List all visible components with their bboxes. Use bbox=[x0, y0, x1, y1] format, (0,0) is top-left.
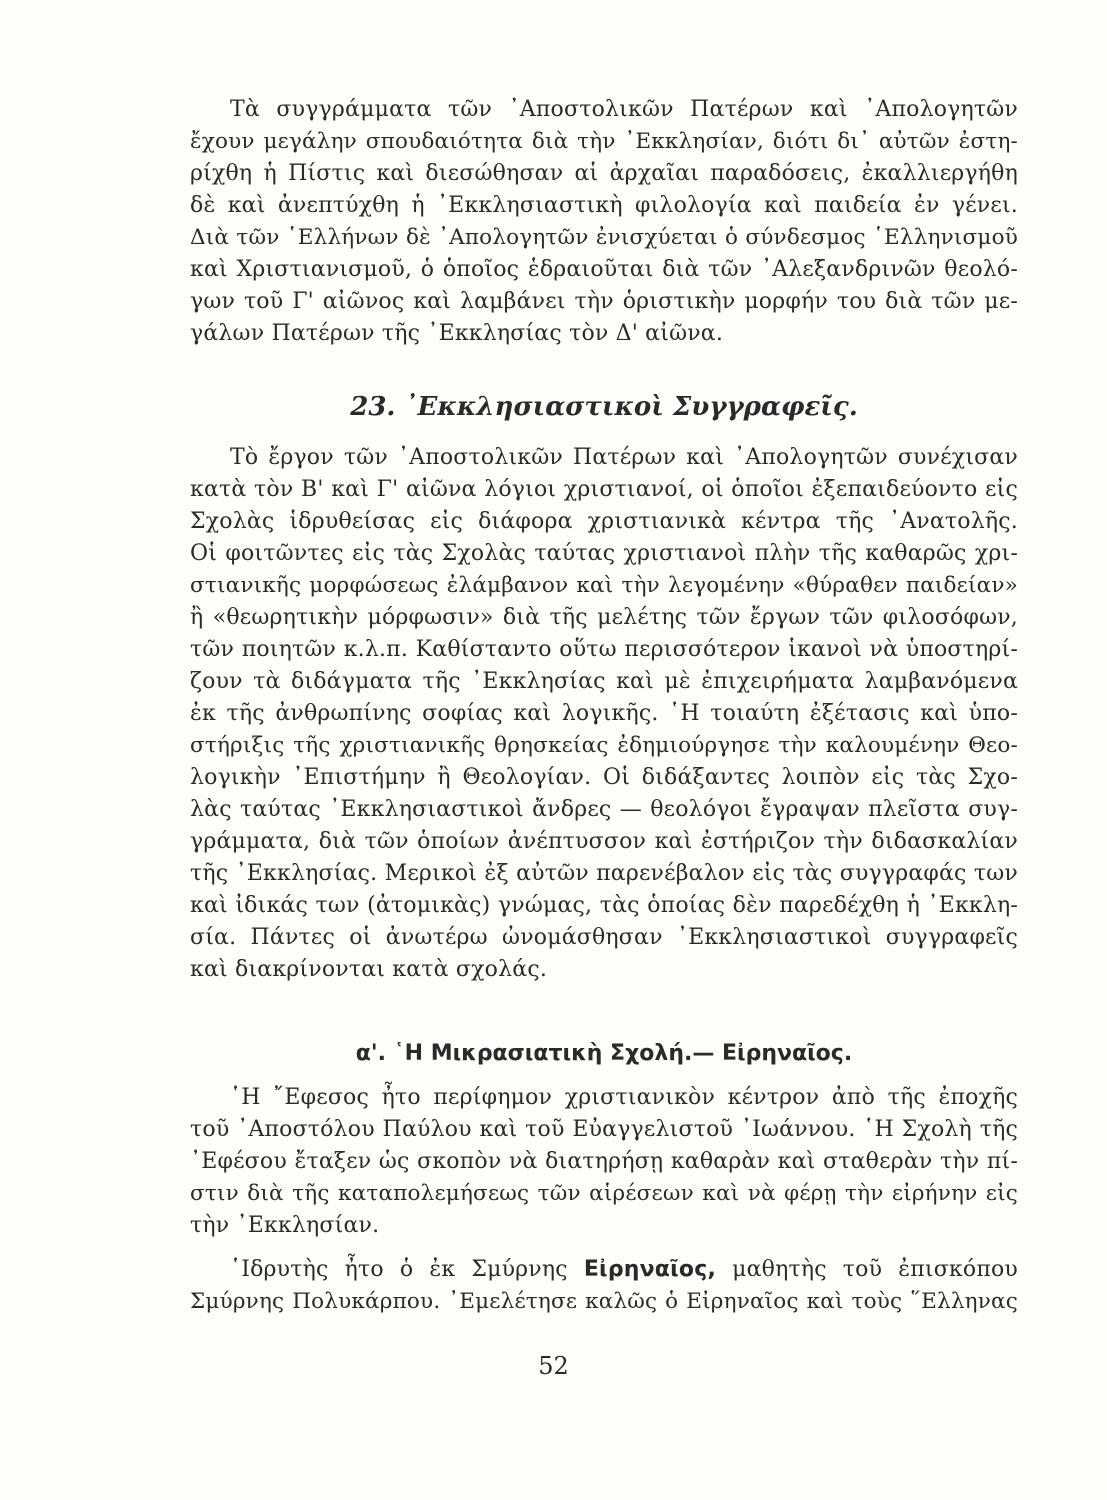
subsection-heading-asia-minor-school: α'. ῾Η Μικρασιατικὴ Σχολή.— Εἰρηναῖος. bbox=[355, 1041, 853, 1066]
text-line: ἢ «θεωρητικὴν μόρφωσιν» διὰ τῆς μελέτης τῶν ἔργων τῶν φιλοσόφων, bbox=[190, 605, 1018, 630]
text-line: Τὸ ἔργον τῶν ᾿Αποστολικῶν Πατέρων καὶ ᾿Απολογητῶν συνέχισαν bbox=[230, 445, 1018, 470]
text-line: ρίχθη ἡ Πίστις καὶ διεσώθησαν αἱ ἀρχαῖαι παραδόσεις, ἐκαλλιεργήθη bbox=[190, 161, 1018, 186]
text-fragment: ῾Ιδρυτὴς ἦτο ὁ ἐκ Σμύρνης bbox=[230, 1257, 584, 1282]
paragraph-ephesus bbox=[190, 1082, 1018, 1242]
text-line: Διὰ τῶν ῾Ελλήνων δὲ ᾿Απολογητῶν ἐνισχύεται ὁ σύνδεσμος ῾Ελληνισμοῦ bbox=[190, 225, 1018, 250]
text-line: στιανικῆς μορφώσεως ἐλάμβανον καὶ τὴν λεγομένην «θύραθεν παιδείαν» bbox=[190, 573, 1018, 598]
text-line: τῆς ᾿Εκκλησίας. Μερικοὶ ἐξ αὐτῶν παρενέβαλον εἰς τὰς συγγραφάς των bbox=[190, 861, 1018, 886]
text-line: Οἱ φοιτῶντες εἰς τὰς Σχολὰς ταύτας χριστιανοὶ πλὴν τῆς καθαρῶς χρι- bbox=[190, 541, 1018, 566]
text-line: τὴν ᾿Εκκλησίαν. bbox=[190, 1213, 380, 1238]
text-line: ῾Η ῎Εφεσος ἦτο περίφημον χριστιανικὸν κέντρον ἀπὸ τῆς ἐποχῆς bbox=[230, 1085, 1018, 1110]
text-line: καὶ Χριστιανισμοῦ, ὁ ὁποῖος ἑδραιοῦται διὰ τῶν ᾿Αλεξανδρινῶν θεολό- bbox=[190, 257, 1018, 282]
text-line: Σμύρνης Πολυκάρπου. ᾿Εμελέτησε καλῶς ὁ Εἰρηναῖος καὶ τοὺς ῞Ελληνας bbox=[190, 1289, 1018, 1314]
text-line: ἐκ τῆς ἀνθρωπίνης σοφίας καὶ λογικῆς. ῾Η τοιαύτη ἐξέτασις καὶ ὑπο- bbox=[190, 701, 1018, 726]
text-line: Σχολὰς ἱδρυθείσας εἰς διάφορα χριστιανικὰ κέντρα τῆς ᾿Ανατολῆς. bbox=[190, 509, 1018, 534]
text-line bbox=[190, 1254, 1018, 1286]
section-heading-23: 23. ᾿Εκκλησιαστικοὶ Συγγραφεῖς. bbox=[350, 392, 858, 422]
text-line: τῶν ποιητῶν κ.λ.π. Καθίσταντο οὕτω περισσότερον ἱκανοὶ νὰ ὑποστηρί- bbox=[190, 637, 1018, 662]
text-line: γων τοῦ Γ' αἰῶνος καὶ λαμβάνει τὴν ὁριστικὴν μορφήν του διὰ τῶν με- bbox=[190, 289, 1018, 314]
text-line: Τὰ συγγράμματα τῶν ᾿Αποστολικῶν Πατέρων καὶ ᾿Απολογητῶν bbox=[230, 97, 1018, 122]
text-line: τοῦ ᾿Αποστόλου Παύλου καὶ τοῦ Εὐαγγελιστοῦ ᾿Ιωάννου. ῾Η Σχολὴ τῆς bbox=[190, 1117, 1018, 1142]
text-line: στιν διὰ τῆς καταπολεμήσεως τῶν αἱρέσεων καὶ νὰ φέρῃ τὴν εἰρήνην εἰς bbox=[190, 1181, 1018, 1206]
name-irenaeus: Εἰρηναῖος, bbox=[583, 1257, 717, 1282]
text-line: στήριξις τῆς χριστιανικῆς θρησκείας ἐδημιούργησε τὴν καλουμένην Θεο- bbox=[190, 733, 1018, 758]
paragraph-irenaeus bbox=[190, 1254, 1018, 1318]
text-line: ἔχουν μεγάλην σπουδαιότητα διὰ τὴν ᾿Εκκλησίαν, διότι δι᾿ αὐτῶν ἐστη- bbox=[190, 129, 1018, 154]
text-line: γάλων Πατέρων τῆς ᾿Εκκλησίας τὸν Δ' αἰῶνα. bbox=[190, 321, 724, 346]
text-line: καὶ διακρίνονται κατὰ σχολάς. bbox=[190, 957, 548, 982]
text-line: γράμματα, διὰ τῶν ὁποίων ἀνέπτυσσον καὶ ἐστήριζον τὴν διδασκαλίαν bbox=[190, 829, 1018, 854]
text-line: ζουν τὰ διδάγματα τῆς ᾿Εκκλησίας καὶ μὲ ἐπιχειρήματα λαμβανόμενα bbox=[190, 669, 1018, 694]
text-line: κατὰ τὸν Β' καὶ Γ' αἰῶνα λόγιοι χριστιανοί, οἱ ὁποῖοι ἐξεπαιδεύοντο εἰς bbox=[190, 477, 1018, 502]
text-fragment: μαθητὴς τοῦ ἐπισκόπου bbox=[716, 1257, 1018, 1282]
text-line: λογικὴν ᾿Επιστήμην ἢ Θεολογίαν. Οἱ διδάξαντες λοιπὸν εἰς τὰς Σχο- bbox=[190, 765, 1018, 790]
page-number: 52 bbox=[538, 1352, 569, 1380]
text-line: δὲ καὶ ἀνεπτύχθη ἡ ᾿Εκκλησιαστικὴ φιλολογία καὶ παιδεία ἐν γένει. bbox=[190, 193, 1018, 218]
paragraph-apologists bbox=[190, 94, 1018, 350]
text-line: ᾿Εφέσου ἔταξεν ὡς σκοπὸν νὰ διατηρήσῃ καθαρὰν καὶ σταθερὰν τὴν πί- bbox=[190, 1149, 1018, 1174]
text-line: καὶ ἰδικάς των (ἀτομικὰς) γνώμας, τὰς ὁποίας δὲν παρεδέχθη ἡ ᾿Εκκλη- bbox=[190, 893, 1018, 918]
paragraph-ecclesiastical-writers bbox=[190, 442, 1018, 986]
text-line: σία. Πάντες οἱ ἀνωτέρω ὠνομάσθησαν ᾿Εκκλησιαστικοὶ συγγραφεῖς bbox=[190, 925, 1018, 950]
text-line: λὰς ταύτας ᾿Εκκλησιαστικοὶ ἄνδρες — θεολόγοι ἔγραψαν πλεῖστα συγ- bbox=[190, 797, 1018, 822]
